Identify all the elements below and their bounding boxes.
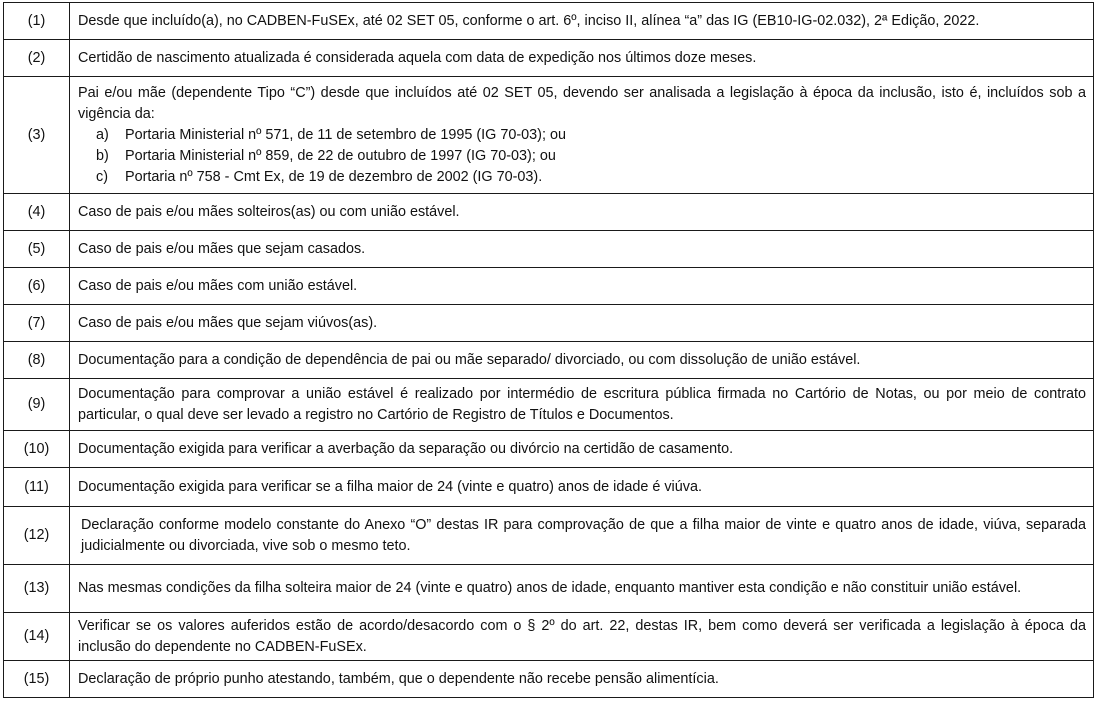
table-row [4, 431, 1094, 468]
table-row [4, 661, 1094, 698]
note-number: (12) [4, 507, 70, 565]
note-number: (13) [4, 565, 70, 613]
note-number: (15) [4, 661, 70, 698]
list-marker: b) [96, 147, 109, 164]
note-number: (1) [4, 3, 70, 40]
list-item-text: Portaria nº 758 - Cmt Ex, de 19 de dezembro de 2002 (IG 70-03). [125, 168, 543, 185]
note-number: (7) [4, 305, 70, 342]
list-item [78, 125, 1086, 146]
table-row [4, 3, 1094, 40]
note-text: Pai e/ou mãe (dependente Tipo “C”) desde que incluídos até 02 SET 05, devendo ser analisada a legislação à época da inclusão, isto é, incluídos sob a vigência da: [78, 84, 1086, 122]
table-row [4, 613, 1094, 661]
list-marker: a) [96, 126, 109, 143]
notes-table [3, 2, 1094, 698]
table-row [4, 194, 1094, 231]
note-text: Caso de pais e/ou mães com união estável. [70, 268, 1094, 305]
note-number: (3) [4, 77, 70, 194]
list-marker: c) [96, 168, 108, 185]
list-item [78, 146, 1086, 167]
note-text: Documentação para a condição de dependência de pai ou mãe separado/ divorciado, ou com dissolução de união estável. [70, 342, 1094, 379]
note-text: Documentação exigida para verificar se a filha maior de 24 (vinte e quatro) anos de idade é viúva. [70, 468, 1094, 507]
legislation-list [78, 125, 1086, 188]
note-text-with-list [70, 77, 1094, 194]
note-text: Nas mesmas condições da filha solteira maior de 24 (vinte e quatro) anos de idade, enquanto mantiver esta condição e não constituir união estável. [70, 565, 1094, 613]
note-text: Verificar se os valores auferidos estão de acordo/desacordo com o § 2º do art. 22, destas IR, bem como deverá ser verificada a legislação à época da inclusão do dependente no CADBEN-FuSEx. [70, 613, 1094, 661]
note-text: Caso de pais e/ou mães que sejam viúvos(as). [70, 305, 1094, 342]
table-row [4, 379, 1094, 431]
note-number: (6) [4, 268, 70, 305]
note-text: Declaração conforme modelo constante do Anexo “O” destas IR para comprovação de que a filha maior de vinte e quatro anos de idade, viúva, separada judicialmente ou divorciada, vive sob o mesmo teto. [70, 507, 1094, 565]
list-item [78, 167, 1086, 188]
table-row [4, 40, 1094, 77]
note-text: Documentação exigida para verificar a averbação da separação ou divórcio na certidão de casamento. [70, 431, 1094, 468]
table-row [4, 468, 1094, 507]
note-text: Desde que incluído(a), no CADBEN-FuSEx, até 02 SET 05, conforme o art. 6º, inciso II, alínea “a” das IG (EB10-IG-02.032), 2ª Edição, 2022. [70, 3, 1094, 40]
note-text: Certidão de nascimento atualizada é considerada aquela com data de expedição nos últimos doze meses. [70, 40, 1094, 77]
note-number: (2) [4, 40, 70, 77]
table-row [4, 507, 1094, 565]
table-row [4, 268, 1094, 305]
table-row [4, 565, 1094, 613]
note-number: (4) [4, 194, 70, 231]
table-row [4, 231, 1094, 268]
note-number: (9) [4, 379, 70, 431]
list-item-text: Portaria Ministerial nº 859, de 22 de outubro de 1997 (IG 70-03); ou [125, 147, 556, 164]
note-text: Caso de pais e/ou mães solteiros(as) ou com união estável. [70, 194, 1094, 231]
note-number: (8) [4, 342, 70, 379]
note-number: (11) [4, 468, 70, 507]
note-text: Caso de pais e/ou mães que sejam casados. [70, 231, 1094, 268]
note-number: (5) [4, 231, 70, 268]
table-row [4, 342, 1094, 379]
note-text: Documentação para comprovar a união estável é realizado por intermédio de escritura pública firmada no Cartório de Notas, ou por meio de contrato particular, o qual deve ser levado a registro no Cartório de Registro de Títulos e Documentos. [70, 379, 1094, 431]
note-number: (10) [4, 431, 70, 468]
note-text: Declaração de próprio punho atestando, também, que o dependente não recebe pensão alimentícia. [70, 661, 1094, 698]
table-row [4, 77, 1094, 194]
table-row [4, 305, 1094, 342]
note-number: (14) [4, 613, 70, 661]
list-item-text: Portaria Ministerial nº 571, de 11 de setembro de 1995 (IG 70-03); ou [125, 126, 566, 143]
